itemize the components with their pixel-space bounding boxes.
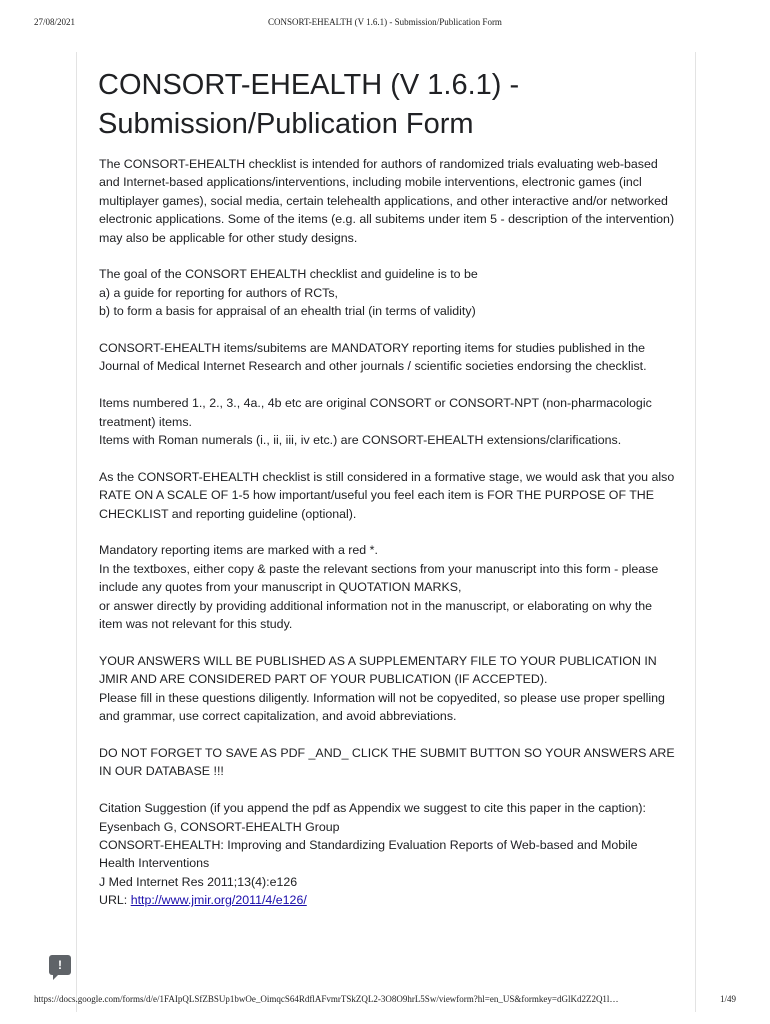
description-paragraph-rating: As the CONSORT-EHEALTH checklist is still considered in a formative stage, we would ask that you also RATE ON A SCALE OF 1-5 how important/useful you feel each item is FOR THE PURPOSE OF THE CHECKLIST and reporting guideline (optional). — [99, 469, 675, 521]
print-page-number: 1/49 — [719, 994, 736, 1004]
print-header — [0, 17, 770, 31]
description-paragraph-mandatory: CONSORT-EHEALTH items/subitems are MANDATORY reporting items for studies published in the Journal of Medical Internet Research and other journals / scientific societies endorsing the checklist. — [99, 341, 647, 374]
description-paragraph-intro: The CONSORT-EHEALTH checklist is intended for authors of randomized trials evaluating web-based and Internet-based applications/interventions, including mobile interventions, electronic games (incl multiplayer games), social media, certain telehealth applications, and other interactive and/or networked electronic applications. Some of the items (e.g. all subitems under item 5 - description of the intervention) may also be applicable for other study designs. — [99, 157, 675, 245]
report-feedback-button[interactable] — [49, 955, 71, 975]
description-paragraph-publication: YOUR ANSWERS WILL BE PUBLISHED AS A SUPPLEMENTARY FILE TO YOUR PUBLICATION IN JMIR AND ARE CONSIDERED PART OF YOUR PUBLICATION (IF ACCEPTED). Please fill in these questions diligently. Information will not be copyedited, so please use proper spelling and grammar, use correct capitalization, and avoid abbreviations. — [99, 653, 665, 724]
description-paragraph-save-reminder: DO NOT FORGET TO SAVE AS PDF _AND_ CLICK THE SUBMIT BUTTON SO YOUR ANSWERS ARE IN OUR DATABASE !!! — [99, 745, 675, 779]
citation-url-label: URL: — [99, 893, 128, 908]
description-paragraph-goal: The goal of the CONSORT EHEALTH checklist and guideline is to be a) a guide for reporting for authors of RCTs, b) to form a basis for appraisal of an ehealth trial (in terms of validity) — [99, 267, 478, 319]
citation-url-line — [99, 891, 675, 909]
report-feedback-icon: ! — [58, 958, 62, 972]
print-date: 27/08/2021 — [34, 17, 76, 27]
print-page-title: CONSORT-EHEALTH (V 1.6.1) - Submission/Publication Form — [268, 17, 502, 27]
print-url: https://docs.google.com/forms/d/e/1FAIpQLSfZBSUp1bwOe_OimqcS64RdflAFvmrTSkZQL2-3O8O9hrL5Sw/viewform?hl=en_US&formkey=dGlKd2Z2Q1l… — [34, 994, 619, 1004]
description-paragraph-instructions: Mandatory reporting items are marked with a red *. In the textboxes, either copy & paste the relevant sections from your manuscript into this form - please include any quotes from your manuscript in QUOTATION MARKS, or answer directly by providing additional information not in the manuscript, or elaborating on why the item was not relevant for this study. — [99, 543, 659, 632]
description-paragraph-numbering: Items numbered 1., 2., 3., 4a., 4b etc are original CONSORT or CONSORT-NPT (non-pharmacologic treatment) items. Items with Roman numerals (i., ii, iii, iv etc.) are CONSORT-EHEALTH extensions/clarifications. — [99, 396, 652, 448]
form-title: CONSORT-EHEALTH (V 1.6.1) - Submission/Publication Form — [98, 69, 520, 140]
description-paragraph-citation: Citation Suggestion (if you append the pdf as Appendix we suggest to cite this paper in the caption): Eysenbach G, CONSORT-EHEALTH Group CONSORT-EHEALTH: Improving and Standardizing Evaluation Reports of Web-based and Mobile Health Interventions J Med Internet Res 2011;13(4):e126 — [99, 801, 646, 889]
citation-url-link[interactable]: http://www.jmir.org/2011/4/e126/ — [130, 893, 307, 908]
print-footer — [0, 994, 770, 1008]
form-description — [99, 155, 675, 928]
